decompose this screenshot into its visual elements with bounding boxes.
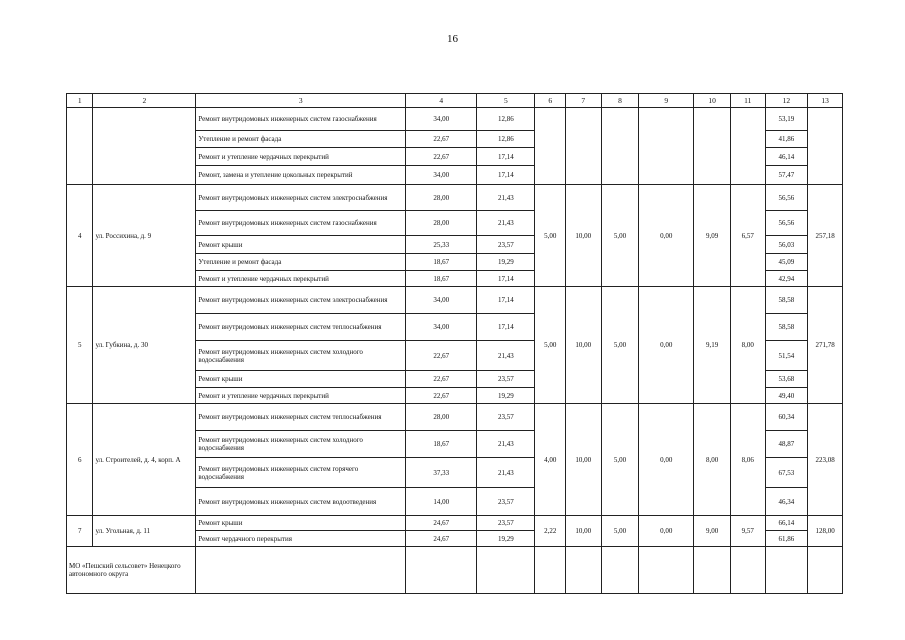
value-c10-cell [694, 108, 731, 185]
work-type-cell: Ремонт и утепление чердачных перекрытий [196, 271, 406, 287]
cost-col12-cell: 61,86 [765, 531, 808, 547]
value-c7-cell: 10,00 [565, 516, 601, 547]
row-number-cell: 4 [67, 185, 93, 287]
empty-cell [535, 547, 566, 594]
cost-col4-cell: 34,00 [406, 108, 477, 131]
cost-col12-cell: 51,54 [765, 341, 808, 371]
empty-cell [406, 547, 477, 594]
work-type-cell: Ремонт внутридомовых инженерных систем теплоснабжения [196, 404, 406, 431]
row-number-cell: 5 [67, 287, 93, 404]
cost-col5-cell: 19,29 [477, 531, 535, 547]
work-type-cell: Ремонт внутридомовых инженерных систем теплоснабжения [196, 314, 406, 341]
value-c6-cell: 5,00 [535, 287, 566, 404]
cost-col5-cell: 21,43 [477, 211, 535, 236]
total-cell [808, 108, 843, 185]
value-c10-cell: 9,19 [694, 287, 731, 404]
work-type-cell: Ремонт внутридомовых инженерных систем холодного водоснабжения [196, 341, 406, 371]
work-type-cell: Утепление и ремонт фасада [196, 254, 406, 271]
empty-cell [694, 547, 731, 594]
header-cell: 1 [67, 94, 93, 108]
cost-col5-cell: 23,57 [477, 516, 535, 531]
cost-col5-cell: 21,43 [477, 185, 535, 211]
address-cell: ул. Строителей, д. 4, корп. А [93, 404, 196, 516]
value-c8-cell: 5,00 [601, 516, 639, 547]
cost-col4-cell: 37,33 [406, 458, 477, 488]
value-c8-cell: 5,00 [601, 287, 639, 404]
work-type-cell: Ремонт и утепление чердачных перекрытий [196, 388, 406, 404]
total-cell: 257,18 [808, 185, 843, 287]
cost-col5-cell: 19,29 [477, 388, 535, 404]
cost-col4-cell: 18,67 [406, 431, 477, 458]
table-row [67, 287, 843, 314]
cost-col4-cell: 18,67 [406, 271, 477, 287]
cost-col12-cell: 46,34 [765, 488, 808, 516]
value-c10-cell: 8,00 [694, 404, 731, 516]
value-c11-cell: 8,00 [730, 287, 765, 404]
value-c9-cell: 0,00 [639, 287, 694, 404]
repair-cost-table [66, 93, 843, 594]
value-c6-cell: 5,00 [535, 185, 566, 287]
value-c8-cell: 5,00 [601, 185, 639, 287]
municipality-label: МО «Пешский сельсовет» Ненецкого автономного округа [67, 547, 196, 594]
work-type-cell: Ремонт чердачного перекрытия [196, 531, 406, 547]
value-c9-cell [639, 108, 694, 185]
value-c11-cell: 8,06 [730, 404, 765, 516]
table-row [67, 185, 843, 211]
table-row [67, 404, 843, 431]
value-c11-cell [730, 108, 765, 185]
work-type-cell: Ремонт внутридомовых инженерных систем газоснабжения [196, 108, 406, 131]
cost-col5-cell: 17,14 [477, 148, 535, 166]
page-number: 16 [447, 33, 458, 45]
cost-col12-cell: 60,34 [765, 404, 808, 431]
cost-col5-cell: 17,14 [477, 314, 535, 341]
work-type-cell: Ремонт внутридомовых инженерных систем водоотведения [196, 488, 406, 516]
cost-col12-cell: 53,68 [765, 371, 808, 388]
value-c9-cell: 0,00 [639, 185, 694, 287]
value-c8-cell: 5,00 [601, 404, 639, 516]
cost-col4-cell: 22,67 [406, 371, 477, 388]
cost-col12-cell: 49,40 [765, 388, 808, 404]
cost-col12-cell: 48,87 [765, 431, 808, 458]
row-number-cell [67, 108, 93, 185]
cost-col4-cell: 28,00 [406, 211, 477, 236]
value-c7-cell: 10,00 [565, 404, 601, 516]
work-type-cell: Ремонт внутридомовых инженерных систем холодного водоснабжения [196, 431, 406, 458]
value-c7-cell [565, 108, 601, 185]
work-type-cell: Ремонт внутридомовых инженерных систем горячего водоснабжения [196, 458, 406, 488]
empty-cell [601, 547, 639, 594]
value-c7-cell: 10,00 [565, 287, 601, 404]
value-c6-cell [535, 108, 566, 185]
header-row [67, 94, 843, 108]
empty-cell [196, 547, 406, 594]
work-type-cell: Ремонт крыши [196, 516, 406, 531]
cost-col4-cell: 34,00 [406, 166, 477, 185]
work-type-cell: Ремонт и утепление чердачных перекрытий [196, 148, 406, 166]
row-number-cell: 7 [67, 516, 93, 547]
cost-col5-cell: 21,43 [477, 431, 535, 458]
work-type-cell: Ремонт внутридомовых инженерных систем электроснабжения [196, 185, 406, 211]
cost-col5-cell: 19,29 [477, 254, 535, 271]
footer-row [67, 547, 843, 594]
cost-col12-cell: 42,94 [765, 271, 808, 287]
cost-col12-cell: 45,09 [765, 254, 808, 271]
cost-col5-cell: 12,86 [477, 108, 535, 131]
cost-col12-cell: 66,14 [765, 516, 808, 531]
address-cell: ул. Угольная, д. 11 [93, 516, 196, 547]
cost-col5-cell: 23,57 [477, 371, 535, 388]
cost-col4-cell: 34,00 [406, 287, 477, 314]
value-c8-cell [601, 108, 639, 185]
cost-col4-cell: 14,00 [406, 488, 477, 516]
empty-cell [565, 547, 601, 594]
work-type-cell: Утепление и ремонт фасада [196, 131, 406, 148]
total-cell: 223,08 [808, 404, 843, 516]
header-cell: 10 [694, 94, 731, 108]
header-cell: 3 [196, 94, 406, 108]
cost-col4-cell: 22,67 [406, 388, 477, 404]
header-cell: 12 [765, 94, 808, 108]
value-c7-cell: 10,00 [565, 185, 601, 287]
header-cell: 7 [565, 94, 601, 108]
cost-col5-cell: 23,57 [477, 404, 535, 431]
work-type-cell: Ремонт внутридомовых инженерных систем электроснабжения [196, 287, 406, 314]
cost-col12-cell: 56,56 [765, 211, 808, 236]
empty-cell [765, 547, 808, 594]
cost-col5-cell: 17,14 [477, 166, 535, 185]
header-cell: 2 [93, 94, 196, 108]
cost-col12-cell: 58,58 [765, 287, 808, 314]
empty-cell [477, 547, 535, 594]
cost-col4-cell: 24,67 [406, 531, 477, 547]
value-c10-cell: 9,09 [694, 185, 731, 287]
cost-col5-cell: 23,57 [477, 236, 535, 254]
cost-col4-cell: 28,00 [406, 404, 477, 431]
cost-col12-cell: 53,19 [765, 108, 808, 131]
cost-col4-cell: 25,33 [406, 236, 477, 254]
header-cell: 8 [601, 94, 639, 108]
cost-col5-cell: 21,43 [477, 341, 535, 371]
cost-col4-cell: 28,00 [406, 185, 477, 211]
row-number-cell: 6 [67, 404, 93, 516]
value-c11-cell: 9,57 [730, 516, 765, 547]
work-type-cell: Ремонт, замена и утепление цокольных перекрытий [196, 166, 406, 185]
value-c9-cell: 0,00 [639, 404, 694, 516]
cost-col4-cell: 24,67 [406, 516, 477, 531]
work-type-cell: Ремонт крыши [196, 236, 406, 254]
value-c11-cell: 6,57 [730, 185, 765, 287]
cost-col4-cell: 22,67 [406, 131, 477, 148]
cost-col4-cell: 22,67 [406, 148, 477, 166]
empty-cell [808, 547, 843, 594]
cost-col4-cell: 18,67 [406, 254, 477, 271]
header-cell: 9 [639, 94, 694, 108]
cost-col12-cell: 46,14 [765, 148, 808, 166]
value-c6-cell: 2,22 [535, 516, 566, 547]
cost-col4-cell: 34,00 [406, 314, 477, 341]
value-c10-cell: 9,00 [694, 516, 731, 547]
cost-col12-cell: 57,47 [765, 166, 808, 185]
address-cell: ул. Россихина, д. 9 [93, 185, 196, 287]
empty-cell [639, 547, 694, 594]
cost-col12-cell: 41,86 [765, 131, 808, 148]
cost-col5-cell: 17,14 [477, 271, 535, 287]
header-cell: 6 [535, 94, 566, 108]
cost-col5-cell: 23,57 [477, 488, 535, 516]
cost-col4-cell: 22,67 [406, 341, 477, 371]
value-c9-cell: 0,00 [639, 516, 694, 547]
cost-col5-cell: 12,86 [477, 131, 535, 148]
table-row [67, 516, 843, 531]
cost-col5-cell: 17,14 [477, 287, 535, 314]
table-row [67, 108, 843, 131]
cost-col12-cell: 58,58 [765, 314, 808, 341]
work-type-cell: Ремонт внутридомовых инженерных систем газоснабжения [196, 211, 406, 236]
header-cell: 5 [477, 94, 535, 108]
cost-col12-cell: 56,56 [765, 185, 808, 211]
value-c6-cell: 4,00 [535, 404, 566, 516]
work-type-cell: Ремонт крыши [196, 371, 406, 388]
cost-col12-cell: 56,03 [765, 236, 808, 254]
total-cell: 271,78 [808, 287, 843, 404]
empty-cell [730, 547, 765, 594]
cost-col12-cell: 67,53 [765, 458, 808, 488]
header-cell: 4 [406, 94, 477, 108]
header-cell: 11 [730, 94, 765, 108]
cost-col5-cell: 21,43 [477, 458, 535, 488]
header-cell: 13 [808, 94, 843, 108]
address-cell: ул. Губкина, д. 30 [93, 287, 196, 404]
address-cell [93, 108, 196, 185]
total-cell: 128,00 [808, 516, 843, 547]
